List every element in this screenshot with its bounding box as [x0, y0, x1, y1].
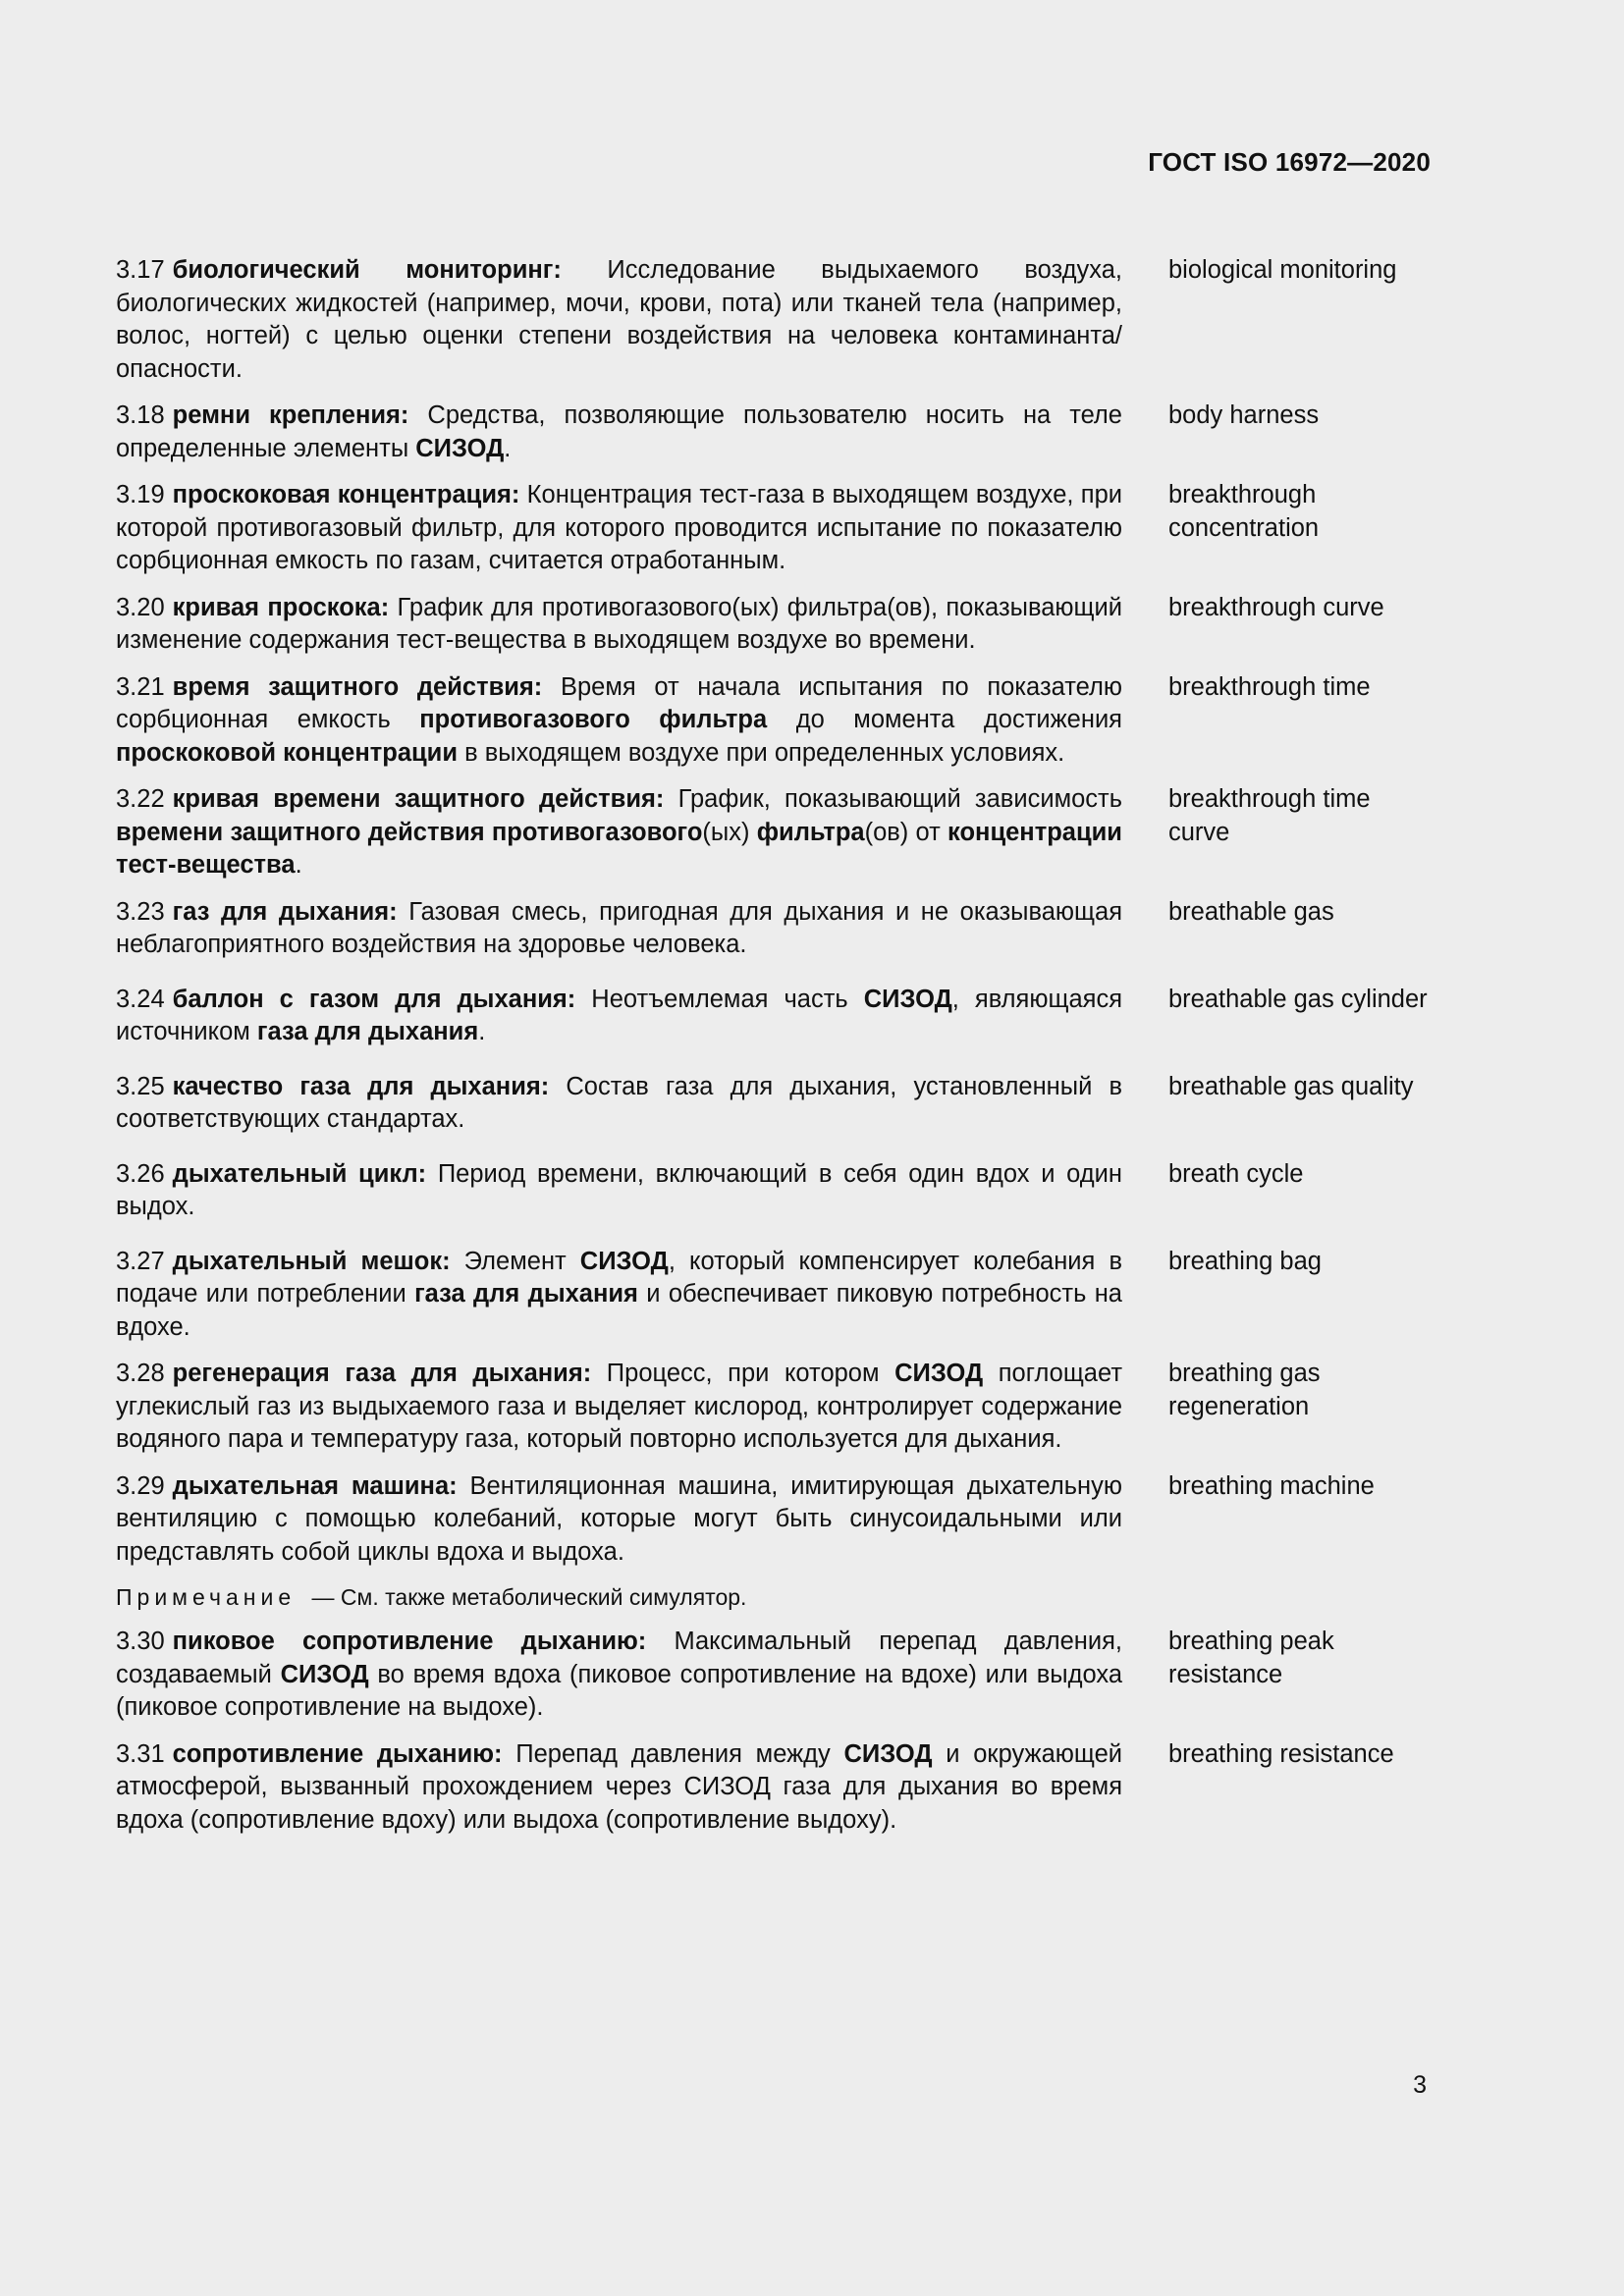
bold-term: противогазового фильтра [419, 706, 768, 733]
definition-text: поглощает углекислый газ из выдыхаемого газа и выделяет кислород, контролирует содержание водяного пара и температуру газа, который повторно используется для дыхания. [116, 1360, 1122, 1453]
bold-term: дыхательный мешок: [172, 1247, 451, 1275]
bold-term: СИЗОД [894, 1360, 984, 1387]
term-entry [116, 1738, 1432, 1838]
term-number: 3.31 [116, 1739, 165, 1768]
definition-text: Элемент [450, 1247, 580, 1275]
english-term: breathable gas quality [1168, 1072, 1414, 1100]
term-entry [116, 671, 1432, 771]
bold-term: проскоковая концентрация: [172, 481, 520, 508]
term-number: 3.19 [116, 481, 165, 508]
bold-term: газ для дыхания: [172, 897, 398, 926]
definition-text: Концентрация тест-газа в выходящем воздухе, при которой противогазовый фильтр, для которого проводится испытание по показателю сорбционная емкость по газам, считается отработанным. [116, 481, 1122, 574]
term-definition [116, 1738, 1122, 1838]
bold-term: дыхательный цикл: [172, 1159, 427, 1188]
term-number: 3.23 [116, 897, 165, 926]
bold-term: биологический мониторинг: [172, 256, 562, 284]
term-definition [116, 254, 1122, 386]
definition-text: (ых) [702, 818, 757, 846]
term-number: 3.24 [116, 985, 165, 1013]
term-entry [116, 1626, 1432, 1725]
bold-term: сопротивление дыханию: [172, 1739, 503, 1768]
term-number: 3.29 [116, 1471, 165, 1500]
definition-text: в выходящем воздухе при определенных условиях. [458, 738, 1065, 767]
definition-text: Средства, позволяющие пользователю носить на теле определенные элементы [116, 401, 1122, 462]
definition-text: Газовая смесь, пригодная для дыхания и не оказывающая неблагоприятного воздействия на здоровье человека. [116, 897, 1123, 958]
note-text: — См. также метаболический симулятор. [305, 1584, 747, 1610]
term-entry [116, 479, 1432, 578]
term-definition [116, 592, 1122, 658]
definition-text: (ов) от [864, 818, 948, 846]
english-term: breathing bag [1168, 1247, 1322, 1275]
english-term: breathing gas regeneration [1168, 1360, 1321, 1420]
english-term: breakthrough concentration [1168, 481, 1320, 542]
term-definition [116, 1246, 1122, 1345]
term-definition [116, 783, 1122, 882]
term-number: 3.17 [116, 256, 165, 284]
term-definition [116, 1470, 1122, 1570]
english-term: body harness [1168, 401, 1320, 429]
term-definition [116, 1358, 1122, 1457]
term-definition [116, 671, 1122, 771]
term-entry [116, 1158, 1432, 1224]
definition-text: Период времени, включающий в себя один вдох и один выдох. [116, 1159, 1122, 1220]
definition-text: до момента достижения [767, 706, 1122, 733]
document-header: ГОСТ ISO 16972—2020 [1148, 147, 1431, 177]
bold-term: кривая проскока: [172, 593, 390, 621]
definition-text: Время от начала испытания по показателю сорбционная емкость [116, 672, 1122, 733]
term-number: 3.20 [116, 593, 165, 621]
term-number: 3.25 [116, 1072, 165, 1100]
english-term: breathing machine [1168, 1471, 1375, 1500]
definition-text: . [478, 1018, 486, 1045]
term-entry [116, 400, 1432, 465]
bold-term: газа для дыхания [256, 1018, 479, 1045]
definition-text: . [295, 851, 302, 879]
english-term: breathing resistance [1168, 1739, 1394, 1768]
english-term: breakthrough time curve [1168, 785, 1371, 846]
term-entry [116, 896, 1432, 962]
term-entry [116, 1246, 1432, 1345]
bold-term: СИЗОД [280, 1660, 369, 1688]
term-entry [116, 254, 1432, 386]
bold-term: СИЗОД [863, 985, 952, 1013]
definition-text: во время вдоха (пиковое сопротивление на вдохе) или выдоха (пиковое сопротивление на выдохе). [116, 1660, 1123, 1721]
definition-text: . [504, 434, 512, 462]
definition-text: и окружающей атмосферой, вызванный прохождением через СИЗОД газа для дыхания во время вдоха (сопротивление вдоху) или выдоха (сопротивление выдоху). [116, 1739, 1122, 1834]
bold-term: фильтра [756, 818, 865, 846]
definition-text: Процесс, при котором [591, 1360, 895, 1387]
term-definition [116, 984, 1122, 1049]
bold-term: концентрации тест-вещества [116, 818, 1122, 879]
bold-term: СИЗОД [415, 434, 505, 462]
definition-text: График, показывающий зависимость [664, 785, 1122, 813]
definition-text: Неотъемлемая часть [575, 985, 864, 1013]
bold-term: кривая времени защитного действия: [172, 785, 665, 813]
definition-text: Максимальный перепад давления, создаваемый [116, 1628, 1122, 1688]
definition-text: Состав газа для дыхания, установленный в соответствующих стандартах. [116, 1072, 1122, 1133]
term-entry [116, 592, 1432, 658]
english-term: breakthrough curve [1168, 593, 1384, 621]
english-term: biological monitoring [1168, 256, 1397, 284]
bold-term: регенерация газа для дыхания: [172, 1360, 592, 1387]
bold-term: дыхательная машина: [172, 1471, 458, 1500]
term-number: 3.18 [116, 401, 165, 429]
english-term: breath cycle [1168, 1159, 1304, 1188]
bold-term: СИЗОД [579, 1247, 669, 1275]
term-definition [116, 1626, 1122, 1725]
term-number: 3.22 [116, 785, 165, 813]
definition-text: , который компенсирует колебания в подаче или потреблении [116, 1247, 1122, 1308]
definition-text: Исследование выдыхаемого воздуха, биологических жидкостей (например, мочи, крови, пота) или тканей тела (например, волос, ногтей) с целью оценки степени воздействия на человека контаминанта/опасности. [116, 256, 1122, 383]
bold-term: пиковое сопротивление дыханию: [172, 1628, 647, 1655]
bold-term: газа для дыхания [414, 1280, 638, 1308]
bold-term: проскоковой концентрации [116, 738, 459, 767]
definition-text: и обеспечивает пиковую потребность на вдохе. [116, 1280, 1122, 1341]
english-term: breathing peak resistance [1168, 1628, 1334, 1688]
term-number: 3.27 [116, 1247, 165, 1275]
note-label: Примечание [116, 1584, 297, 1610]
term-definition [116, 400, 1122, 465]
term-entry [116, 783, 1432, 882]
bold-term: ремни крепления: [172, 401, 409, 429]
terms-list [116, 240, 1432, 1837]
bold-term: времени защитного действия противогазового [116, 818, 703, 846]
term-number: 3.21 [116, 672, 165, 701]
bold-term: СИЗОД [843, 1739, 933, 1768]
term-entry [116, 1358, 1432, 1457]
term-definition [116, 896, 1122, 962]
definition-text: Перепад давления между [502, 1739, 844, 1768]
note [116, 1582, 1432, 1612]
term-number: 3.26 [116, 1159, 165, 1188]
bold-term: баллон с газом для дыхания: [172, 985, 576, 1013]
term-number: 3.28 [116, 1360, 165, 1387]
definition-text: , являющаяся источником [116, 985, 1123, 1045]
term-number: 3.30 [116, 1628, 165, 1655]
english-term: breathable gas [1168, 897, 1334, 926]
definition-text: График для противогазового(ых) фильтра(ов), показывающий изменение содержания тест-вещества в выходящем воздухе во времени. [116, 593, 1122, 654]
page-number: 3 [1413, 2071, 1427, 2099]
term-definition [116, 479, 1122, 578]
english-term: breakthrough time [1168, 672, 1371, 701]
term-definition [116, 1158, 1122, 1224]
bold-term: время защитного действия: [172, 672, 543, 701]
bold-term: качество газа для дыхания: [172, 1072, 550, 1100]
term-entry [116, 984, 1432, 1049]
english-term: breathable gas cylinder [1168, 985, 1428, 1013]
term-entry [116, 1071, 1432, 1137]
term-entry [116, 1470, 1432, 1570]
definition-text: Вентиляционная машина, имитирующая дыхательную вентиляцию с помощью колебаний, которые могут быть синусоидальными или представлять собой циклы вдоха и выдоха. [116, 1471, 1122, 1566]
term-definition [116, 1071, 1122, 1137]
